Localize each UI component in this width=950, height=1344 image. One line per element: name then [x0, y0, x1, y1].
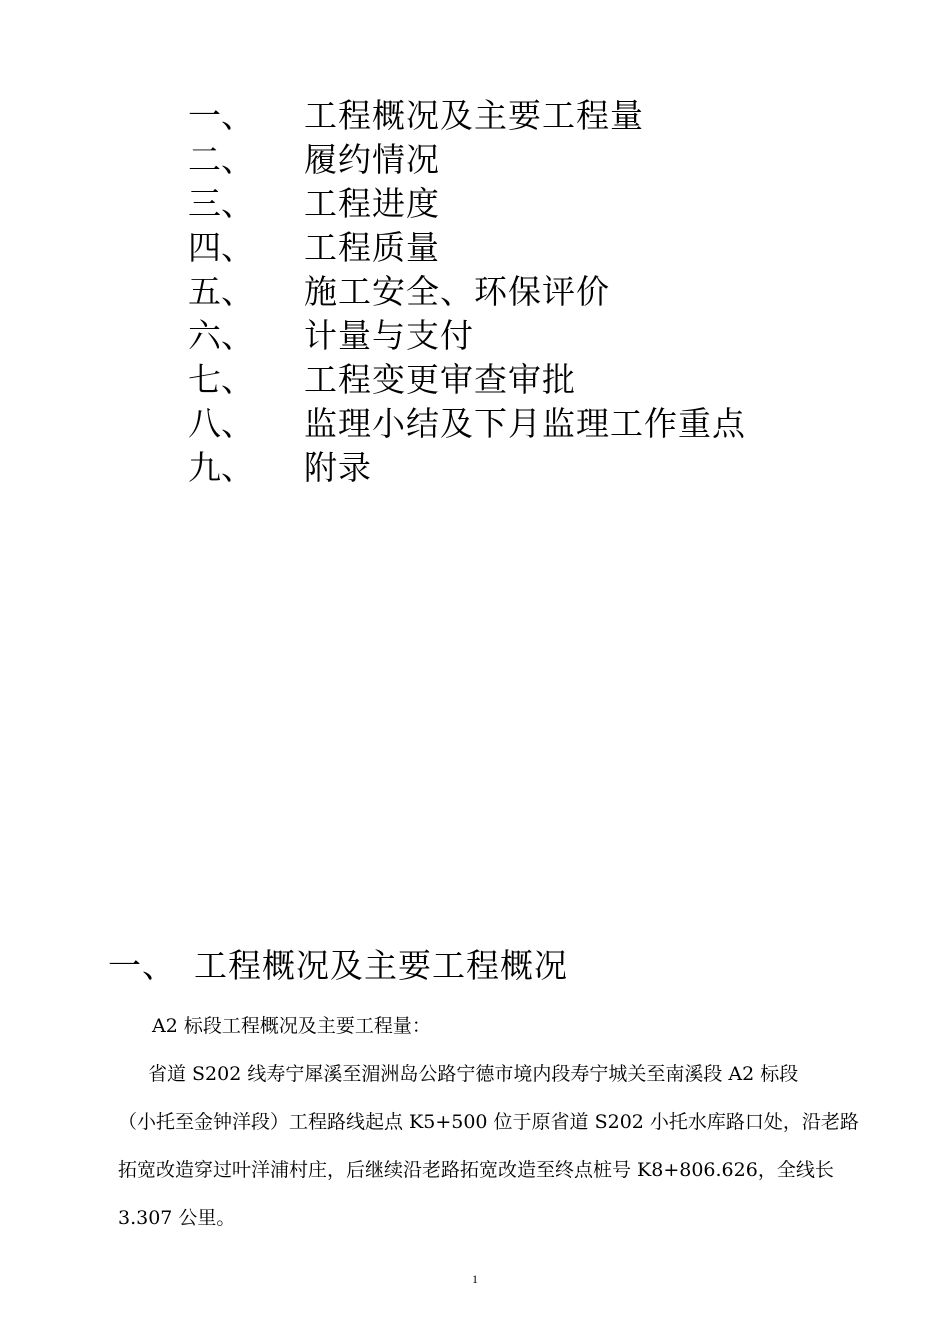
toc-item-number: 一、 [188, 96, 254, 135]
paragraph-line: 3.307 公里。 [118, 1207, 236, 1229]
toc-item-title: 工程变更审查审批 [304, 360, 576, 399]
toc-item-title: 工程进度 [304, 184, 440, 223]
section-heading-title: 工程概况及主要工程概况 [194, 946, 568, 985]
body-paragraph [118, 1050, 908, 1242]
toc-item-number: 二、 [188, 140, 254, 179]
toc-item-title: 附录 [304, 448, 372, 487]
section-heading [108, 944, 568, 988]
paragraph-line: 省道 S202 线寿宁犀溪至湄洲岛公路宁德市境内段寿宁城关至南溪段 A2 标段 [148, 1063, 799, 1085]
toc-item-number: 五、 [188, 272, 254, 311]
toc-item-title: 监理小结及下月监理工作重点 [304, 404, 746, 443]
toc-item-title: 工程质量 [304, 228, 440, 267]
toc-item-title: 履约情况 [304, 140, 440, 179]
page-number: 1 [472, 1272, 478, 1286]
toc-item-number: 四、 [188, 228, 254, 267]
toc-item-title: 计量与支付 [304, 316, 474, 355]
toc-item-number: 三、 [188, 184, 254, 223]
toc-item-number: 八、 [188, 404, 254, 443]
section-subheading: A2 标段工程概况及主要工程量： [152, 1015, 431, 1037]
section-heading-number: 一、 [108, 946, 176, 985]
toc-item-title: 工程概况及主要工程量 [304, 96, 644, 135]
toc-item-number: 九、 [188, 448, 254, 487]
paragraph-line: 拓宽改造穿过叶洋浦村庄，后继续沿老路拓宽改造至终点桩号 K8+806.626，全线长 [118, 1159, 834, 1181]
toc-item-number: 六、 [188, 316, 254, 355]
toc-item-number: 七、 [188, 360, 254, 399]
toc-item-title: 施工安全、环保评价 [304, 272, 610, 311]
paragraph-line: （小托至金钟洋段）工程路线起点 K5+500 位于原省道 S202 小托水库路口处，沿老路 [118, 1111, 859, 1133]
